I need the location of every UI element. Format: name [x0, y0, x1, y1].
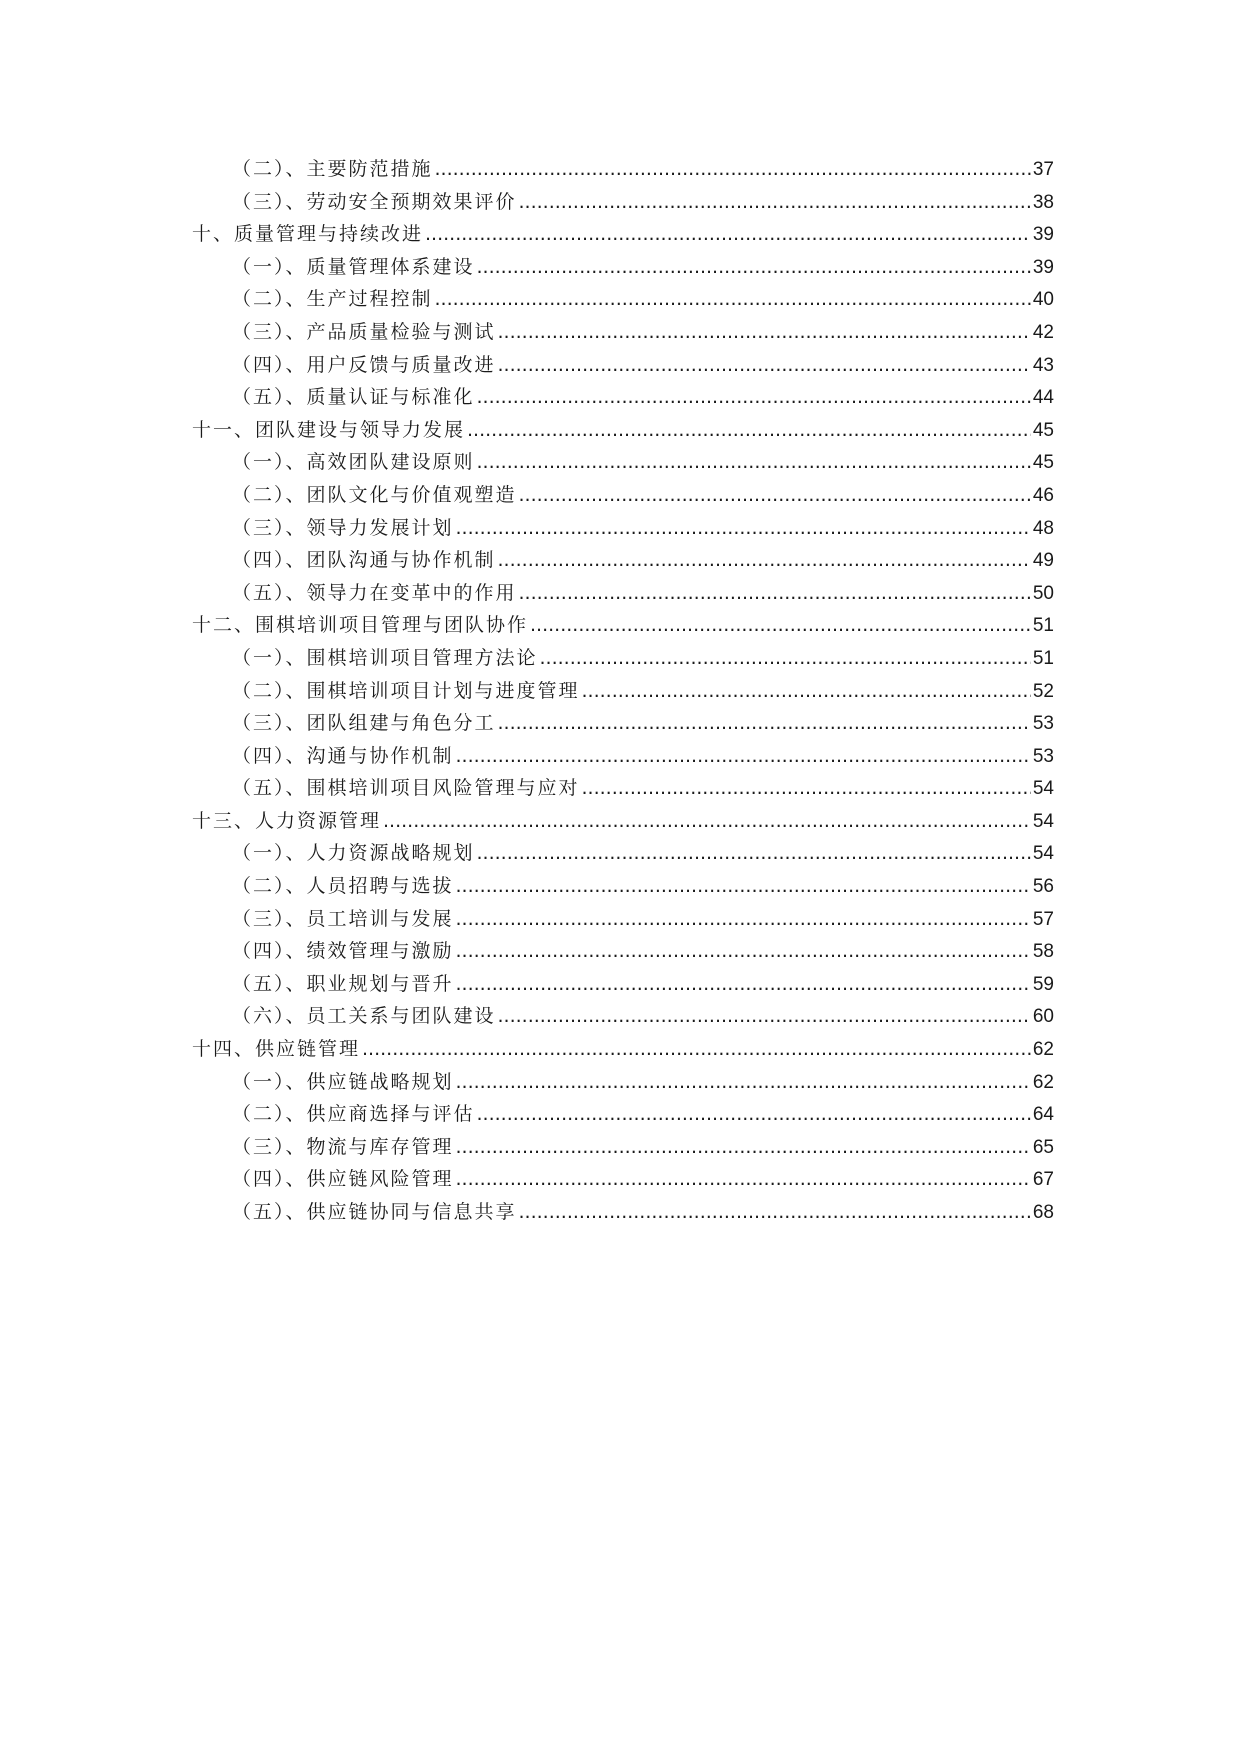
toc-page-number: 37 — [1032, 159, 1054, 180]
toc-section-entry[interactable] — [192, 969, 1054, 1002]
toc-dot-leader — [456, 1136, 1031, 1158]
toc-entry-title: （三）、物流与库存管理 — [232, 1135, 454, 1158]
toc-page-number: 56 — [1032, 876, 1054, 898]
toc-section-entry[interactable] — [192, 936, 1054, 969]
table-of-contents — [192, 154, 1054, 1230]
toc-entry-title: （二）、主要防范措施 — [232, 158, 433, 180]
toc-dot-leader — [519, 191, 1031, 213]
toc-dot-leader — [383, 810, 1031, 832]
toc-dot-leader — [519, 484, 1031, 506]
toc-page-number: 39 — [1032, 256, 1054, 278]
toc-dot-leader — [530, 614, 1031, 636]
toc-entry-title: （二）、围棋培训项目计划与进度管理 — [232, 679, 580, 702]
toc-dot-leader — [498, 1005, 1031, 1027]
toc-entry-title: （三）、产品质量检验与测试 — [232, 320, 496, 343]
toc-page-number: 54 — [1032, 843, 1054, 865]
toc-page-number: 54 — [1032, 810, 1054, 832]
toc-entry-title: （二）、生产过程控制 — [232, 288, 433, 311]
toc-entry-title: （一）、围棋培训项目管理方法论 — [232, 646, 538, 669]
toc-entry-title: （三）、领导力发展计划 — [232, 516, 454, 539]
toc-page-number: 42 — [1032, 321, 1054, 343]
toc-page-number: 51 — [1032, 647, 1054, 669]
toc-page-number: 38 — [1032, 191, 1054, 213]
toc-section-entry[interactable] — [192, 317, 1054, 350]
toc-section-entry[interactable] — [192, 284, 1054, 317]
toc-page-number: 52 — [1032, 680, 1054, 702]
toc-page-number: 45 — [1032, 452, 1054, 474]
toc-section-entry[interactable] — [192, 480, 1054, 513]
toc-section-entry[interactable] — [192, 513, 1054, 546]
toc-entry-title: （二）、供应商选择与评估 — [232, 1103, 475, 1126]
toc-entry-title: （四）、团队沟通与协作机制 — [232, 549, 496, 572]
toc-dot-leader — [467, 419, 1031, 441]
toc-page-number: 45 — [1032, 419, 1054, 441]
toc-chapter-entry[interactable] — [192, 415, 1054, 448]
toc-page-number: 62 — [1032, 1039, 1054, 1061]
toc-section-entry[interactable] — [192, 545, 1054, 578]
toc-dot-leader — [456, 1168, 1031, 1190]
toc-entry-title: （五）、供应链协同与信息共享 — [232, 1201, 517, 1223]
toc-chapter-entry[interactable] — [192, 610, 1054, 643]
toc-dot-leader — [435, 288, 1031, 310]
toc-entry-title: （二）、团队文化与价值观塑造 — [232, 483, 517, 506]
toc-page-number: 53 — [1032, 745, 1054, 767]
toc-page-number: 46 — [1032, 484, 1054, 506]
toc-section-entry[interactable] — [192, 187, 1054, 220]
toc-section-entry[interactable] — [192, 1099, 1054, 1132]
toc-entry-title: （五）、领导力在变革中的作用 — [232, 581, 517, 604]
toc-section-entry[interactable] — [192, 676, 1054, 709]
toc-page-number: 43 — [1032, 354, 1054, 376]
toc-page-number: 50 — [1032, 582, 1054, 604]
toc-dot-leader — [425, 223, 1031, 245]
toc-page-number: 67 — [1032, 1169, 1054, 1191]
toc-section-entry[interactable] — [192, 1001, 1054, 1034]
toc-page-number: 39 — [1032, 224, 1054, 246]
toc-dot-leader — [519, 582, 1031, 604]
toc-dot-leader — [582, 777, 1031, 799]
toc-dot-leader — [498, 712, 1031, 734]
toc-entry-title: （四）、用户反馈与质量改进 — [232, 353, 496, 376]
toc-section-entry[interactable] — [192, 1067, 1054, 1100]
toc-section-entry[interactable] — [192, 741, 1054, 774]
toc-page-number: 51 — [1032, 615, 1054, 637]
toc-section-entry[interactable] — [192, 1197, 1054, 1230]
toc-dot-leader — [477, 451, 1031, 473]
toc-section-entry[interactable] — [192, 252, 1054, 285]
toc-page-number: 53 — [1032, 713, 1054, 735]
toc-section-entry[interactable] — [192, 708, 1054, 741]
toc-chapter-entry[interactable] — [192, 219, 1054, 252]
toc-dot-leader — [456, 908, 1031, 930]
toc-chapter-entry[interactable] — [192, 806, 1054, 839]
toc-dot-leader — [456, 1071, 1031, 1093]
toc-entry-title: （三）、劳动安全预期效果评价 — [232, 190, 517, 213]
toc-page-number: 59 — [1032, 973, 1054, 995]
toc-entry-title: （三）、团队组建与角色分工 — [232, 712, 496, 735]
toc-dot-leader — [456, 940, 1031, 962]
toc-dot-leader — [498, 354, 1031, 376]
toc-entry-title: （一）、人力资源战略规划 — [232, 842, 475, 865]
toc-section-entry[interactable] — [192, 773, 1054, 806]
toc-page-number: 64 — [1032, 1104, 1054, 1126]
toc-dot-leader — [477, 386, 1031, 408]
toc-entry-title: 十三、人力资源管理 — [192, 809, 382, 832]
toc-chapter-entry[interactable] — [192, 1034, 1054, 1067]
toc-page-number: 58 — [1032, 941, 1054, 963]
toc-entry-title: （一）、质量管理体系建设 — [232, 255, 475, 278]
toc-page-number: 40 — [1032, 289, 1054, 311]
toc-dot-leader — [456, 973, 1031, 995]
toc-section-entry[interactable] — [192, 447, 1054, 480]
toc-section-entry[interactable] — [192, 350, 1054, 383]
toc-entry-title: （四）、绩效管理与激励 — [232, 940, 454, 963]
toc-page-number: 65 — [1032, 1136, 1054, 1158]
toc-entry-title: （二）、人员招聘与选拔 — [232, 875, 454, 898]
toc-entry-title: （一）、供应链战略规划 — [232, 1070, 454, 1093]
toc-dot-leader — [498, 321, 1031, 343]
toc-entry-title: 十二、围棋培训项目管理与团队协作 — [192, 614, 529, 637]
toc-section-entry[interactable] — [192, 382, 1054, 415]
toc-page-number: 48 — [1032, 517, 1054, 539]
toc-section-entry[interactable] — [192, 154, 1054, 187]
toc-page-number: 60 — [1032, 1006, 1054, 1028]
toc-section-entry[interactable] — [192, 1132, 1054, 1165]
toc-page-number: 49 — [1032, 550, 1054, 572]
toc-dot-leader — [362, 1038, 1031, 1060]
toc-dot-leader — [498, 549, 1031, 571]
toc-section-entry[interactable] — [192, 1164, 1054, 1197]
toc-section-entry[interactable] — [192, 871, 1054, 904]
toc-entry-title: （五）、职业规划与晋升 — [232, 972, 454, 995]
toc-dot-leader — [582, 680, 1031, 702]
toc-page-number: 62 — [1032, 1071, 1054, 1093]
toc-dot-leader — [519, 1201, 1031, 1223]
toc-page-number: 57 — [1032, 908, 1054, 930]
toc-entry-title: 十、质量管理与持续改进 — [192, 223, 424, 246]
toc-entry-title: （五）、围棋培训项目风险管理与应对 — [232, 777, 580, 800]
toc-section-entry[interactable] — [192, 578, 1054, 611]
toc-entry-title: （四）、供应链风险管理 — [232, 1168, 454, 1191]
toc-dot-leader — [456, 745, 1031, 767]
toc-dot-leader — [540, 647, 1031, 669]
toc-entry-title: 十四、供应链管理 — [192, 1038, 361, 1061]
toc-entry-title: （四）、沟通与协作机制 — [232, 744, 454, 767]
toc-dot-leader — [477, 256, 1031, 278]
toc-dot-leader — [477, 1103, 1031, 1125]
toc-page-number: 54 — [1032, 778, 1054, 800]
toc-dot-leader — [435, 158, 1031, 180]
toc-section-entry[interactable] — [192, 904, 1054, 937]
toc-entry-title: （三）、员工培训与发展 — [232, 907, 454, 930]
toc-entry-title: （一）、高效团队建设原则 — [232, 451, 475, 474]
toc-entry-title: 十一、团队建设与领导力发展 — [192, 418, 466, 441]
toc-entry-title: （五）、质量认证与标准化 — [232, 386, 475, 409]
toc-dot-leader — [477, 842, 1031, 864]
toc-dot-leader — [456, 875, 1031, 897]
toc-section-entry[interactable] — [192, 643, 1054, 676]
toc-dot-leader — [456, 517, 1031, 539]
toc-section-entry[interactable] — [192, 838, 1054, 871]
toc-entry-title: （六）、员工关系与团队建设 — [232, 1005, 496, 1028]
toc-page-number: 44 — [1032, 387, 1054, 409]
toc-page-number: 68 — [1032, 1202, 1054, 1223]
